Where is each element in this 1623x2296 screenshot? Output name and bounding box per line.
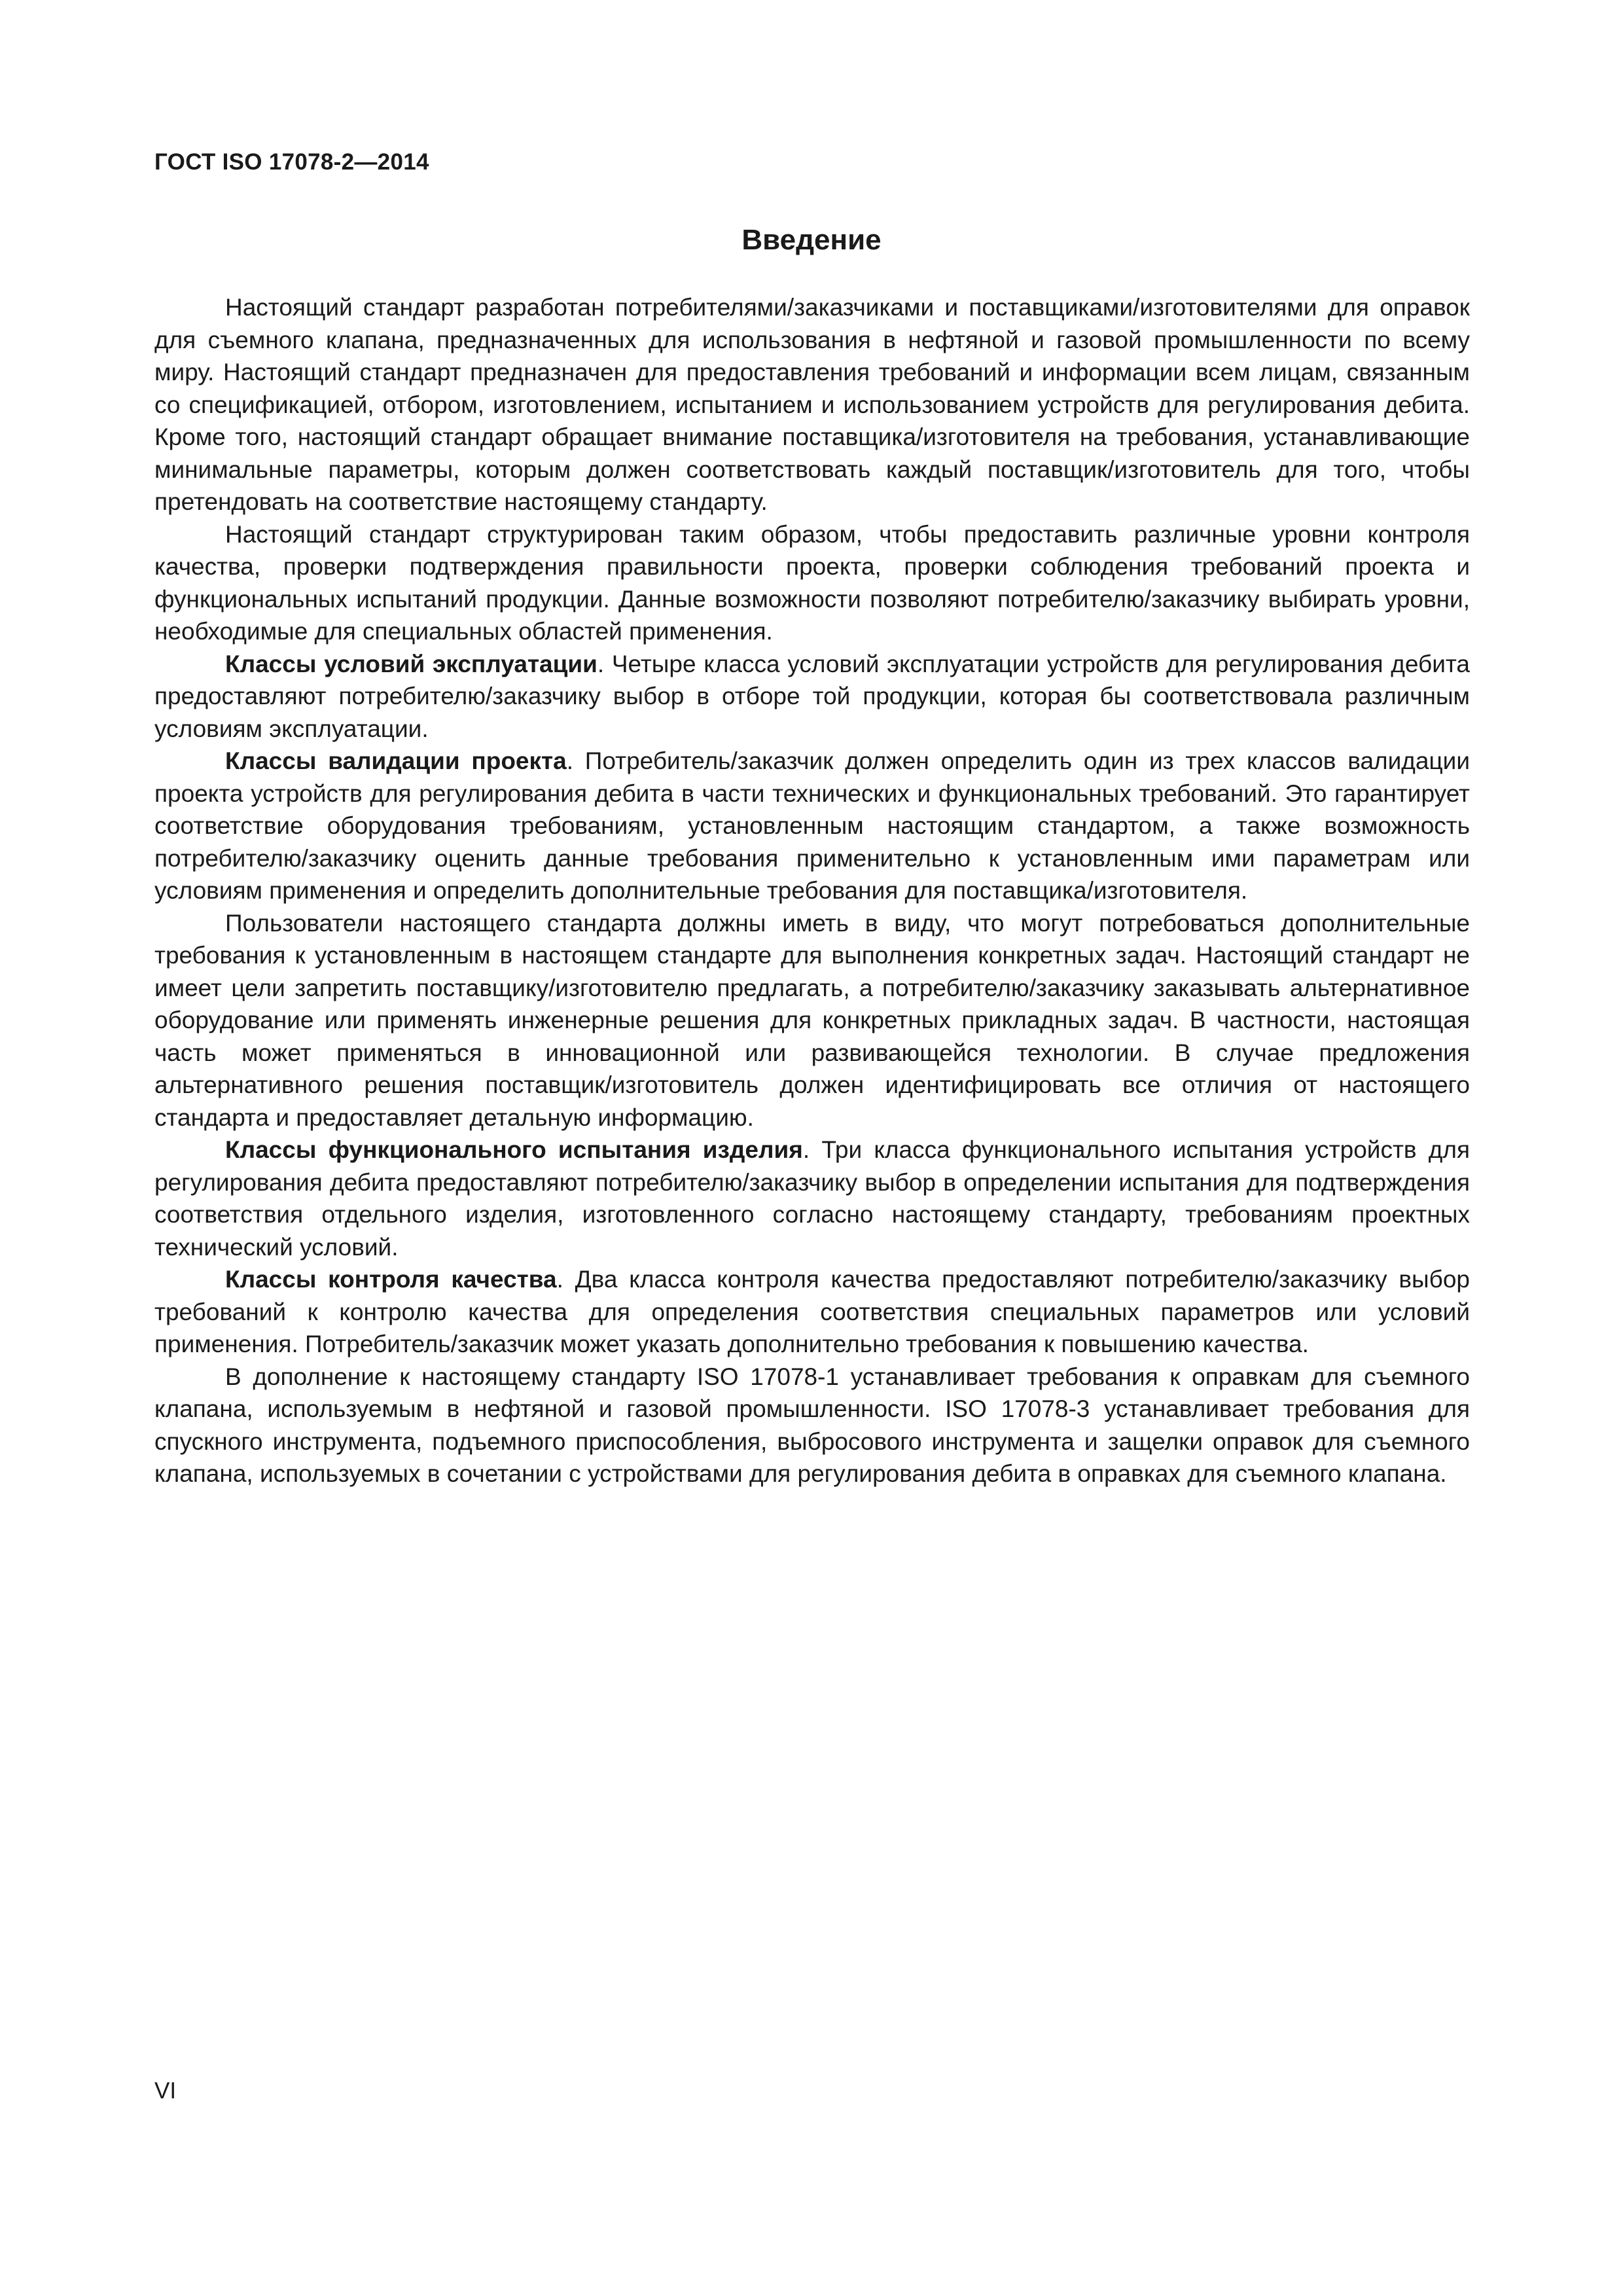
- paragraph-quality-control-classes: [154, 1263, 1470, 1361]
- paragraph-purpose: Настоящий стандарт разработан потребителями/заказчиками и поставщиками/изготовителями для оправок для съемного клапана, предназначенных для использования в нефтяной и газовой промышленности по всему миру. Настоящий стандарт предназначен для предоставления требований и информации всем лицам, связанным со спецификацией, отбором, изготовлением, испытанием и использованием устройств для регулирования дебита. Кроме того, настоящий стандарт обращает внимание поставщика/изготовителя на требования, устанавливающие минимальные параметры, которым должен соответствовать каждый поставщик/изготовитель для того, чтобы претендовать на соответствие настоящему стандарту.: [154, 294, 1470, 515]
- definition-functional-test-classes: . Три класса функционального испытания устройств для регулирования дебита предоставляют потребителю/заказчику выбор в определении испытания для подтверждения соответствия отдельного изделия, изготовленного согласно настоящему стандарту, требованиям проектных технический условий.: [154, 1136, 1470, 1261]
- document-code-header: ГОСТ ISO 17078-2—2014: [154, 149, 429, 175]
- term-service-classes: Классы условий эксплуатации: [225, 650, 597, 677]
- definition-quality-control-classes: . Два класса контроля качества предоставляют потребителю/заказчику выбор требований к контролю качества для определения соответствия специальных параметров или условий применения. Потребитель/заказчик может указать дополнительно требования к повышению качества.: [154, 1266, 1470, 1357]
- paragraph-related-standards: В дополнение к настоящему стандарту ISO 17078-1 устанавливает требования к оправкам для съемного клапана, используемым в нефтяной и газовой промышленности. ISO 17078-3 устанавливает требования для спускного инструмента, подъемного приспособления, выбросового инструмента и защелки оправок для съемного клапана, используемых в сочетании с устройствами для регулирования дебита в оправках для съемного клапана.: [154, 1363, 1470, 1487]
- definition-service-classes: . Четыре класса условий эксплуатации устройств для регулирования дебита предоставляют потребителю/заказчику выбор в отборе той продукции, которая бы соответствовала различным условиям эксплуатации.: [154, 650, 1470, 742]
- paragraph-structure: Настоящий стандарт структурирован таким образом, чтобы предоставить различные уровни контроля качества, проверки подтверждения правильности проекта, проверки соблюдения требований проекта и функциональных испытаний продукции. Данные возможности позволяют потребителю/заказчику выбирать уровни, необходимые для специальных областей применения.: [154, 520, 1470, 645]
- paragraph-service-classes: [154, 648, 1470, 745]
- section-title: Введение: [741, 224, 882, 256]
- page-number: VI: [154, 2078, 177, 2104]
- term-functional-test-classes: Классы функционального испытания изделия: [225, 1136, 803, 1163]
- term-quality-control-classes: Классы контроля качества: [225, 1266, 557, 1293]
- definition-design-validation-classes: . Потребитель/заказчик должен определить один из трех классов валидации проекта устройств для регулирования дебита в части технических и функциональных требований. Это гарантирует соответствие оборудования требованиям, установленным настоящим стандартом, а также возможность потребителю/заказчику оценить данные требования применительно к установленным ими параметрам или условиям применения и определить дополнительные требования для поставщика/изготовителя.: [154, 747, 1470, 904]
- paragraph-functional-test-classes: [154, 1134, 1470, 1263]
- paragraph-users-note: Пользователи настоящего стандарта должны иметь в виду, что могут потребоваться дополнительные требования к установленным в настоящем стандарте для выполнения конкретных задач. Настоящий стандарт не имеет цели запретить поставщику/изготовителю предлагать, а потребителю/заказчику заказывать альтернативное оборудование или применять инженерные решения для конкретных прикладных задач. В частности, настоящая часть может применяться в инновационной или развивающейся технологии. В случае предложения альтернативного решения поставщик/изготовитель должен идентифицировать все отличия от настоящего стандарта и предоставляет детальную информацию.: [154, 909, 1470, 1131]
- paragraph-design-validation-classes: [154, 745, 1470, 907]
- term-design-validation-classes: Классы валидации проекта: [225, 747, 567, 774]
- introduction-body: [154, 291, 1470, 1490]
